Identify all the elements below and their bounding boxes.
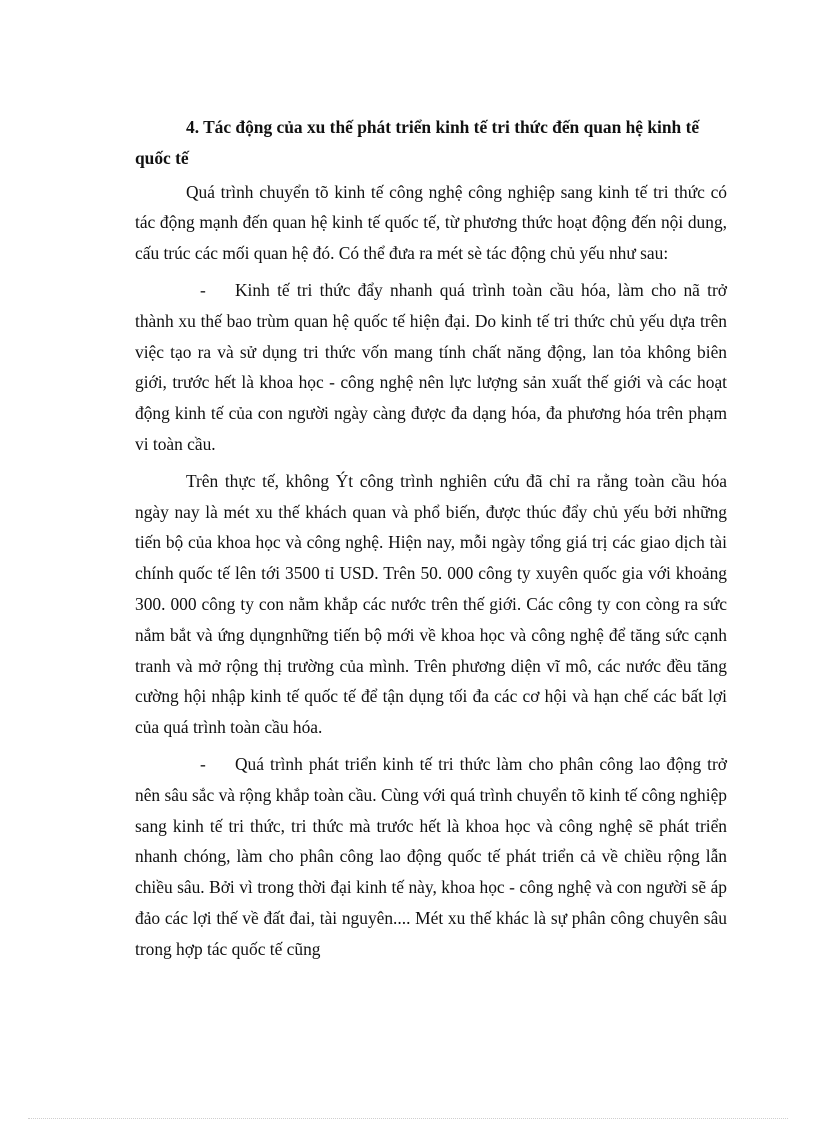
bullet-text-1: Kinh tế tri thức đẩy nhanh quá trình toàn cầu hóa, làm cho nã trở thành xu thế bao trùm quan hệ quốc tế hiện đại. Do kinh tế tri thức chủ yếu dựa trên việc tạo ra và sử dụng tri thức vốn mang tính chất năng động, lan tỏa không biên giới, trước hết là khoa học - công nghệ nên lực lượng sản xuất thế giới và các hoạt động kinh tế của con người ngày càng được đa dạng hóa, đa phương hóa trên phạm vi toàn cầu.: [135, 279, 727, 454]
section-heading: 4. Tác động của xu thế phát triển kinh tế tri thức đến quan hệ kinh tế quốc tế: [135, 117, 700, 168]
bullet-paragraph-1: [135, 275, 727, 460]
document-body: [135, 112, 727, 971]
intro-paragraph: Quá trình chuyển tõ kinh tế công nghệ công nghiệp sang kinh tế tri thức có tác động mạnh đến quan hệ kinh tế quốc tế, từ phương thức hoạt động đến nội dung, cấu trúc các mối quan hệ đó. Có thể đưa ra mét sè tác động chủ yếu như sau:: [135, 181, 727, 264]
bullet-marker: -: [200, 279, 206, 300]
bullet-paragraph-2: [135, 749, 727, 965]
bullet-text-2: Quá trình phát triển kinh tế tri thức làm cho phân công lao động trở nên sâu sắc và rộng khắp toàn cầu. Cùng với quá trình chuyển tõ kinh tế công nghiệp sang kinh tế tri thức, tri thức mà trước hết là khoa học và công nghệ sẽ phát triển nhanh chóng, làm cho phân công lao động quốc tế phát triển cả về chiều rộng lẫn chiều sâu. Bởi vì trong thời đại kinh tế này, khoa học - công nghệ và con người sẽ áp đảo các lợi thế về đất đai, tài nguyên.... Mét xu thế khác là sự phân công chuyên sâu trong hợp tác quốc tế cũng: [135, 753, 727, 959]
bullet-marker: -: [200, 753, 206, 774]
page-bottom-rule: [28, 1118, 788, 1119]
body-paragraph-2: Trên thực tế, không Ýt công trình nghiên cứu đã chỉ ra rằng toàn cầu hóa ngày nay là mét xu thế khách quan và phổ biến, được thúc đẩy chủ yếu bởi những tiến bộ của khoa học và công nghệ. Hiện nay, mỗi ngày tổng giá trị các giao dịch tài chính quốc tế lên tới 3500 tỉ USD. Trên 50. 000 công ty xuyên quốc gia với khoảng 300. 000 công ty con nằm khắp các nước trên thế giới. Các công ty con còng ra sức nắm bắt và ứng dụngnhững tiến bộ mới về khoa học và công nghệ để tăng sức cạnh tranh và mở rộng thị trường của mình. Trên phương diện vĩ mô, các nước đều tăng cường hội nhập kinh tế quốc tế để tận dụng tối đa các cơ hội và hạn chế các bất lợi của quá trình toàn cầu hóa.: [135, 470, 727, 738]
